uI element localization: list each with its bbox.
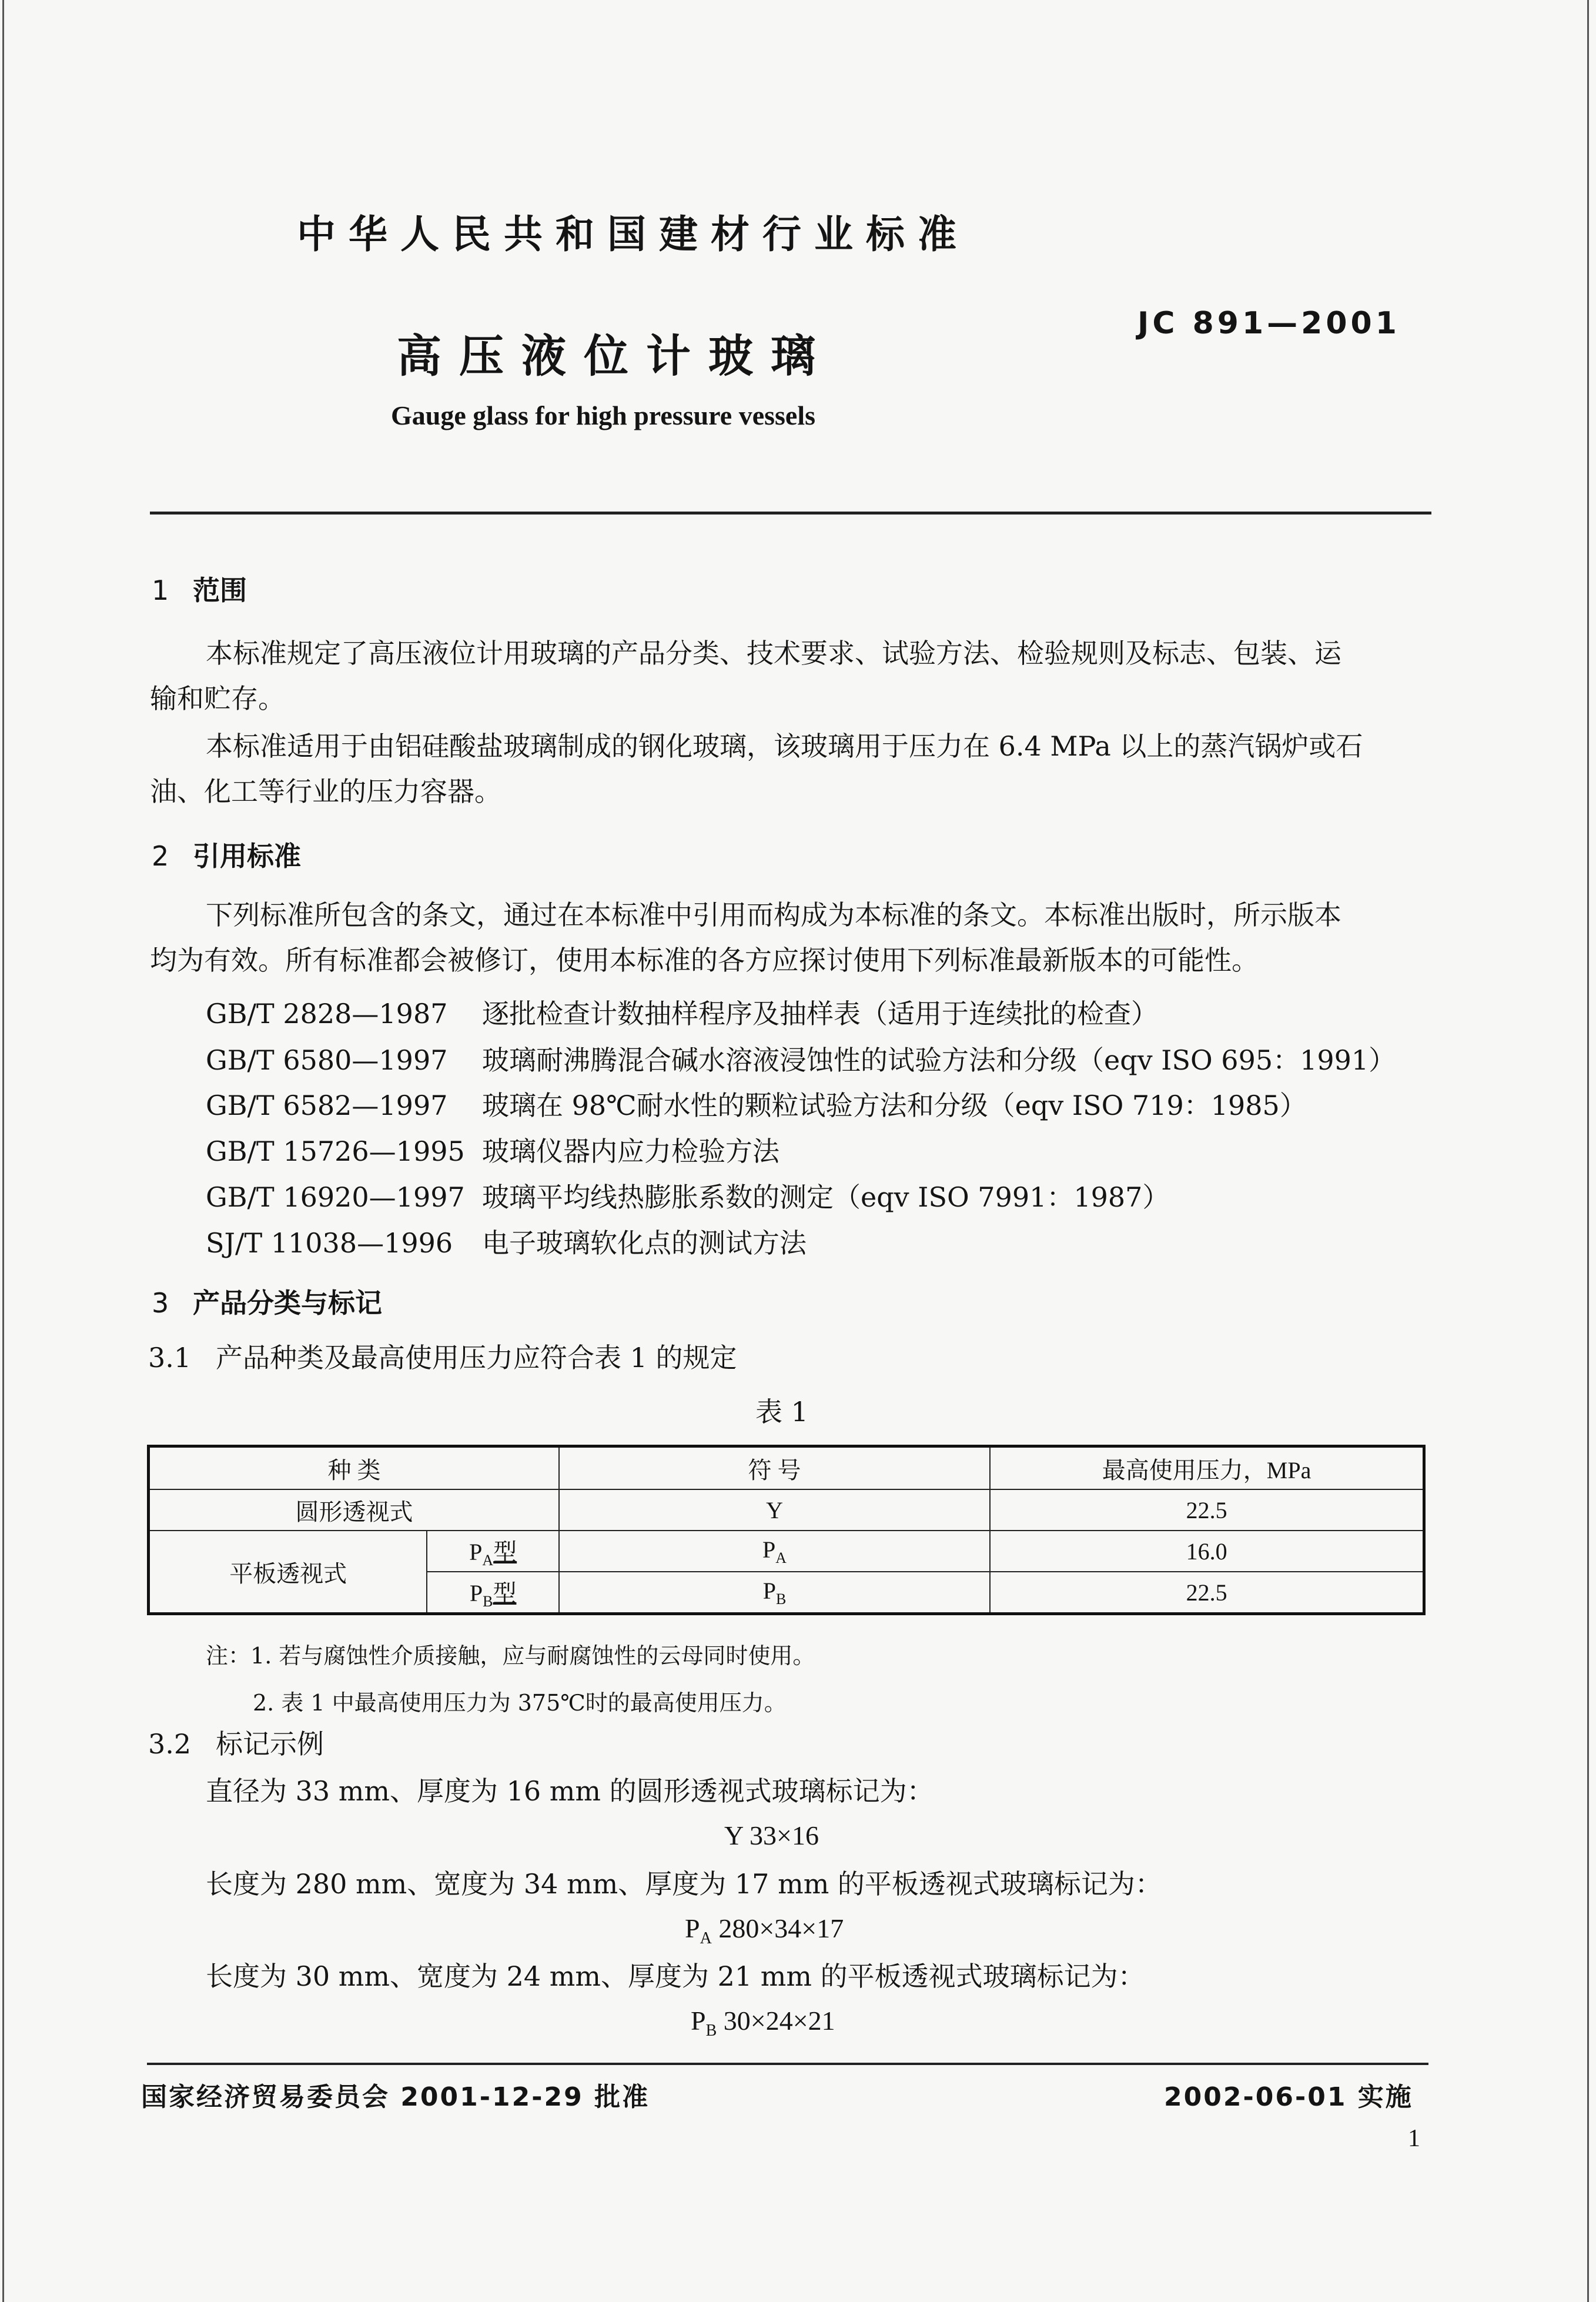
reference-title: 玻璃平均线热膨胀系数的测定（eqv ISO 7991：1987） bbox=[482, 1181, 1170, 1213]
subsection-3-1 bbox=[148, 1334, 737, 1382]
reference-item bbox=[206, 1222, 807, 1261]
reference-item bbox=[206, 1130, 779, 1169]
reference-item bbox=[206, 993, 1158, 1031]
reference-code: SJ/T 11038—1996 bbox=[206, 1227, 453, 1259]
symbol-subscript: B bbox=[775, 1590, 787, 1608]
paragraph-line: 下列标准所包含的条文，通过在本标准中引用而构成为本标准的条文。本标准出版时，所示版本 bbox=[206, 899, 1341, 931]
document-title: 高压液位计玻璃 bbox=[397, 330, 833, 382]
table-note-2: 2. 表 1 中最高使用压力为 375℃时的最高使用压力。 bbox=[253, 1690, 787, 1716]
cell-subtype bbox=[427, 1531, 559, 1572]
scan-edge-left bbox=[2, 0, 4, 2302]
subtype-subscript: A bbox=[482, 1551, 494, 1569]
page-number: 1 bbox=[1408, 2125, 1420, 2152]
subtype-subscript: B bbox=[483, 1592, 493, 1610]
effective-date: 2002-06-01 实施 bbox=[1164, 2082, 1413, 2112]
symbol-base: P bbox=[762, 1577, 776, 1604]
document-title-english: Gauge glass for high pressure vessels bbox=[391, 400, 816, 430]
reference-code: GB/T 2828—1987 bbox=[206, 998, 448, 1030]
subtype-base: P bbox=[469, 1538, 483, 1565]
subtype-suffix: 型 bbox=[493, 1538, 517, 1565]
paragraph-line: 本标准适用于由铝硅酸盐玻璃制成的钢化玻璃，该玻璃用于压力在 6.4 MPa 以上的蒸汽锅炉或石 bbox=[206, 730, 1363, 762]
reference-code: GB/T 6582—1997 bbox=[206, 1090, 448, 1121]
mark-base: P bbox=[691, 2006, 706, 2036]
cell-type: 圆形透视式 bbox=[149, 1489, 559, 1531]
section-number: 1 bbox=[152, 574, 169, 606]
subsection-text: 标记示例 bbox=[216, 1728, 324, 1760]
header-pressure: 最高使用压力，MPa bbox=[990, 1446, 1424, 1490]
reference-title: 电子玻璃软化点的测试方法 bbox=[482, 1227, 807, 1259]
cell-group-type: 平板透视式 bbox=[149, 1531, 427, 1614]
table-row bbox=[149, 1531, 1424, 1572]
reference-title: 玻璃仪器内应力检验方法 bbox=[482, 1135, 779, 1167]
example-2-mark bbox=[685, 1913, 844, 1948]
cell-symbol bbox=[559, 1531, 990, 1572]
pressure-table bbox=[147, 1445, 1426, 1615]
section-title: 范围 bbox=[193, 574, 247, 606]
example-1-text: 直径为 33 mm、厚度为 16 mm 的圆形透视式玻璃标记为： bbox=[206, 1775, 934, 1807]
section-title: 产品分类与标记 bbox=[193, 1287, 382, 1319]
subsection-text: 产品种类及最高使用压力应符合表 1 的规定 bbox=[216, 1342, 737, 1374]
reference-title: 玻璃耐沸腾混合碱水溶液浸蚀性的试验方法和分级（eqv ISO 695：1991） bbox=[482, 1044, 1396, 1076]
header-type: 种 类 bbox=[149, 1446, 559, 1490]
note-text: 1. 若与腐蚀性介质接触，应与耐腐蚀性的云母同时使用。 bbox=[250, 1643, 815, 1669]
subsection-number: 3.2 bbox=[148, 1728, 192, 1760]
approval-date: 国家经济贸易委员会 2001-12-29 批准 bbox=[141, 2082, 650, 2112]
cell-symbol bbox=[559, 1572, 990, 1614]
header-symbol: 符 号 bbox=[559, 1446, 990, 1490]
cell-pressure: 16.0 bbox=[990, 1531, 1424, 1572]
reference-code: GB/T 16920—1997 bbox=[206, 1181, 465, 1213]
mark-base: P bbox=[685, 1913, 700, 1943]
table-row bbox=[149, 1489, 1424, 1531]
paragraph-line: 均为有效。所有标准都会被修订，使用本标准的各方应探讨使用下列标准最新版本的可能性。 bbox=[150, 944, 1259, 976]
paragraph-line: 油、化工等行业的压力容器。 bbox=[150, 776, 501, 807]
mark-dimensions: 280×34×17 bbox=[718, 1913, 844, 1943]
mark-subscript: B bbox=[705, 2022, 717, 2040]
paragraph-line: 本标准规定了高压液位计用玻璃的产品分类、技术要求、试验方法、检验规则及标志、包装、运 bbox=[206, 637, 1341, 669]
mark-dimensions: 30×24×21 bbox=[723, 2006, 835, 2036]
cell-symbol: Y bbox=[559, 1489, 990, 1531]
reference-item bbox=[206, 1176, 1169, 1215]
paragraph-line: 输和贮存。 bbox=[150, 683, 285, 714]
scan-edge-right bbox=[1587, 0, 1589, 2302]
cell-pressure: 22.5 bbox=[990, 1572, 1424, 1614]
example-1-mark: Y 33×16 bbox=[724, 1820, 819, 1850]
section-1-heading bbox=[152, 569, 247, 608]
reference-item bbox=[206, 1084, 1307, 1123]
reference-item bbox=[206, 1039, 1396, 1078]
table-caption: 表 1 bbox=[755, 1396, 808, 1428]
example-3-text: 长度为 30 mm、宽度为 24 mm、厚度为 21 mm 的平板透视式玻璃标记为： bbox=[206, 1960, 1145, 1992]
mark-subscript: A bbox=[700, 1929, 712, 1948]
reference-code: GB/T 6580—1997 bbox=[206, 1044, 448, 1076]
standard-code: JC 891—2001 bbox=[1137, 306, 1400, 341]
standard-organization: 中华人民共和国建材行业标准 bbox=[297, 212, 969, 257]
section-title: 引用标准 bbox=[193, 840, 301, 872]
section-3-heading bbox=[152, 1282, 382, 1321]
footer-rule bbox=[147, 2063, 1428, 2065]
subsection-3-2 bbox=[148, 1720, 324, 1768]
section-number: 2 bbox=[152, 840, 169, 872]
example-3-mark bbox=[691, 2005, 835, 2040]
subsection-number: 3.1 bbox=[148, 1342, 192, 1374]
cell-subtype bbox=[427, 1572, 559, 1614]
table-note-1 bbox=[206, 1638, 815, 1670]
note-label: 注： bbox=[206, 1643, 251, 1669]
cell-pressure: 22.5 bbox=[990, 1489, 1424, 1531]
reference-code: GB/T 15726—1995 bbox=[206, 1135, 465, 1167]
subtype-base: P bbox=[469, 1579, 483, 1606]
reference-title: 逐批检查计数抽样程序及抽样表（适用于连续批的检查） bbox=[482, 998, 1158, 1030]
table-header-row bbox=[149, 1446, 1424, 1490]
section-2-heading bbox=[152, 835, 301, 874]
section-number: 3 bbox=[152, 1287, 169, 1319]
symbol-base: P bbox=[762, 1536, 776, 1563]
reference-title: 玻璃在 98℃耐水性的颗粒试验方法和分级（eqv ISO 719：1985） bbox=[482, 1090, 1307, 1121]
symbol-subscript: A bbox=[775, 1549, 787, 1566]
header-rule bbox=[150, 512, 1431, 514]
subtype-suffix: 型 bbox=[493, 1579, 517, 1606]
example-2-text: 长度为 280 mm、宽度为 34 mm、厚度为 17 mm 的平板透视式玻璃标记为： bbox=[206, 1868, 1162, 1900]
